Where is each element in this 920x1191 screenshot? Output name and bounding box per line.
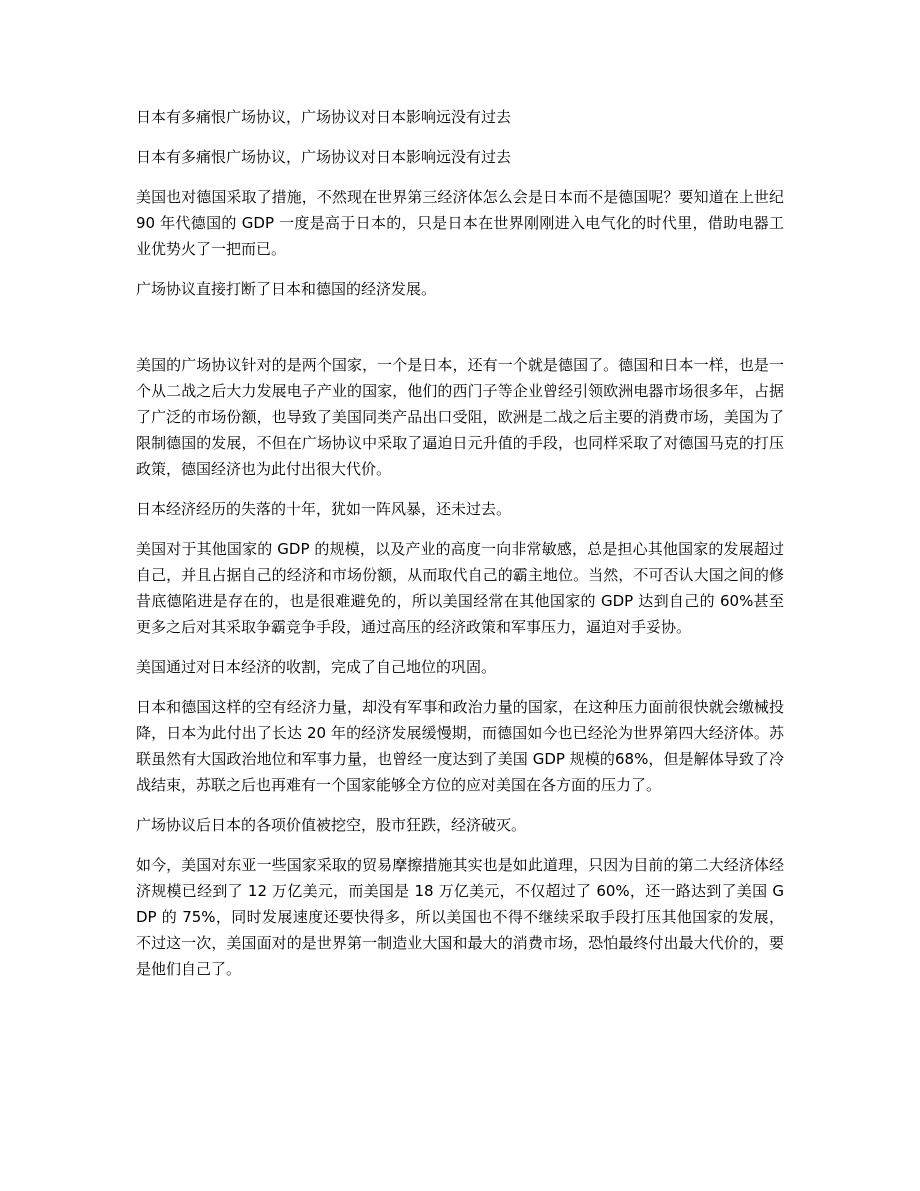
paragraph-after-plaza: 广场协议后日本的各项价值被挖空，股市狂跌，经济破灭。	[136, 816, 527, 834]
paragraph-lost-decade: 日本经济经历的失落的十年，犹如一阵风暴，还未过去。	[136, 500, 512, 518]
paragraph-trade-friction: 如今，美国对东亚一些国家采取的贸易摩擦措施其实也是如此道理，只因为目前的第二大经济体经济规模已经到了 12 万亿美元，而美国是 18 万亿美元，不仅超过了 60%，还一路达到了美国 GDP 的 75%，同时发展速度还要快得多，所以美国也不得不继续采取手段打压其他国家的发展，不过这一次，美国面对的是世界第一制造业大国和最大的消费市场，恐怕最终付出最大代价的，要是他们自己了。	[136, 856, 784, 978]
paragraph-us-sensitivity: 美国对于其他国家的 GDP 的规模，以及产业的高度一向非常敏感，总是担心其他国家的发展超过自己，并且占据自己的经济和市场份额，从而取代自己的霸主地位。当然，不可否认大国之间的修昔底德陷进是存在的，也是很难避免的，所以美国经常在其他国家的 GDP 达到自己的 60%甚至更多之后对其采取争霸竞争手段，通过高压的经济政策和军事压力，逼迫对手妥协。	[136, 540, 784, 636]
paragraph-japan-germany-ussr: 日本和德国这样的空有经济力量，却没有军事和政治力量的国家，在这种压力面前很快就会缴械投降，日本为此付出了长达 20 年的经济发展缓慢期，而德国如今也已经沦为世界第四大经济体。苏联虽然有大国政治地位和军事力量，也曾经一度达到了美国 GDP 规模的68%，但是解体导致了冷战结束，苏联之后也再难有一个国家能够全方位的应对美国在各方面的压力了。	[136, 698, 784, 794]
document-page	[136, 104, 784, 996]
paragraph-plaza-targets: 美国的广场协议针对的是两个国家，一个是日本，还有一个就是德国了。德国和日本一样，也是一个从二战之后大力发展电子产业的国家，他们的西门子等企业曾经引领欧洲电器市场很多年，占据了广泛的市场份额，也导致了美国同类产品出口受阻，欧洲是二战之后主要的消费市场，美国为了限制德国的发展，不但在广场协议中采取了逼迫日元升值的手段，也同样采取了对德国马克的打压政策，德国经济也为此付出很大代价。	[136, 356, 784, 478]
document-title-repeat: 日本有多痛恨广场协议，广场协议对日本影响远没有过去	[136, 148, 512, 166]
document-title: 日本有多痛恨广场协议，广场协议对日本影响远没有过去	[136, 108, 512, 126]
blank-gap	[136, 316, 784, 352]
paragraph-germany-measures: 美国也对德国采取了措施，不然现在世界第三经济体怎么会是日本而不是德国呢？要知道在上世纪 90 年代德国的 GDP 一度是高于日本的，只是日本在世界刚刚进入电气化的时代里，借助电器工业优势火了一把而已。	[136, 188, 784, 258]
paragraph-plaza-interrupt: 广场协议直接打断了日本和德国的经济发展。	[136, 280, 437, 298]
paragraph-harvest: 美国通过对日本经济的收割，完成了自己地位的巩固。	[136, 658, 497, 676]
